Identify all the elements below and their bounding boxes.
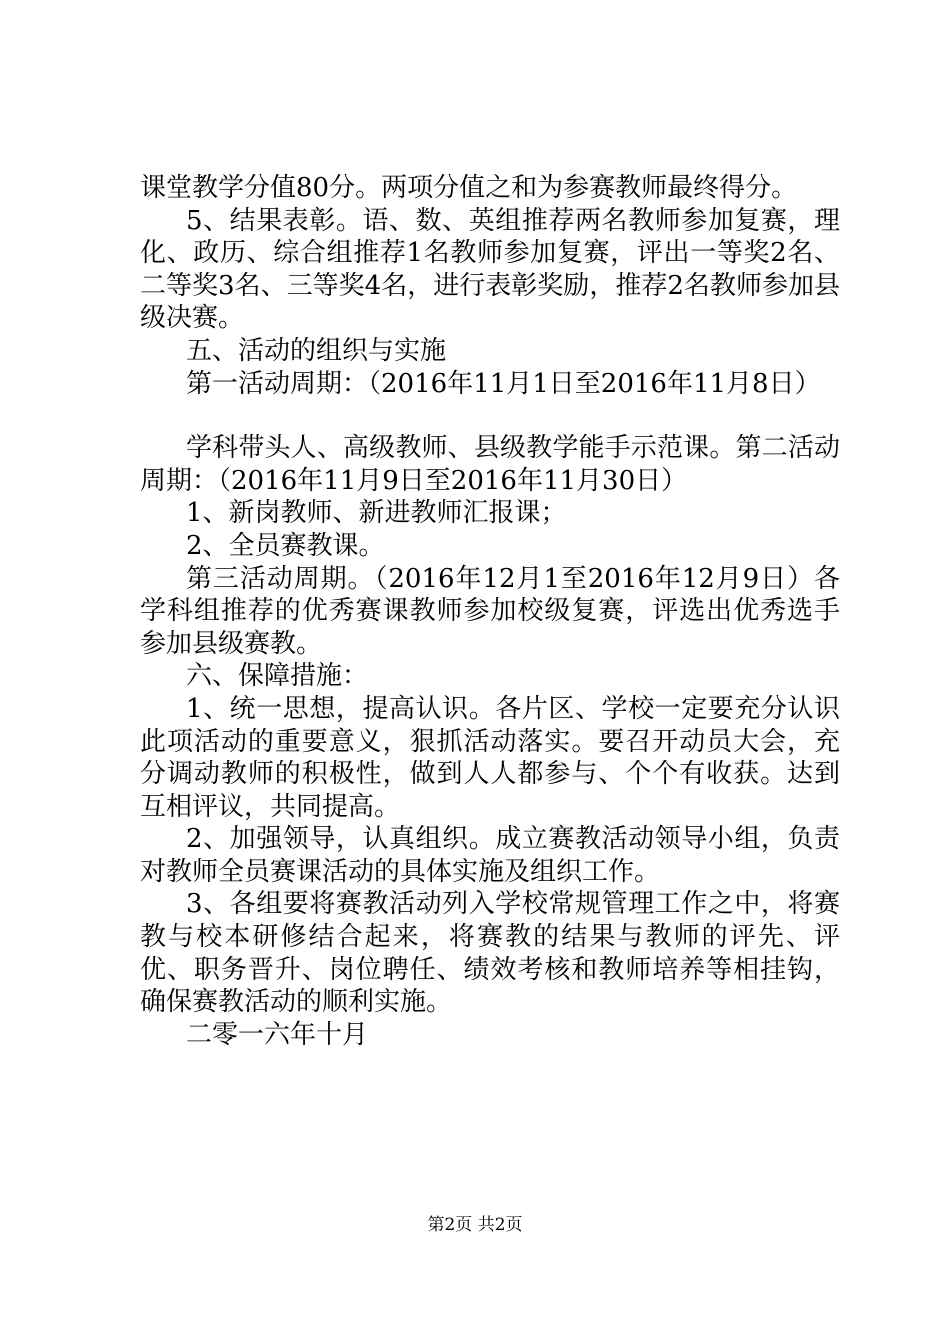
paragraph-measure-1: 1、统一思想，提高认识。各片区、学校一定要充分认识此项活动的重要意义，狠抓活动落实。要召开动员大会，充分调动教师的积极性，做到人人都参与、个个有收获。达到互相评议，共同提高。 [140, 693, 840, 822]
document-body [140, 172, 840, 1051]
paragraph-measure-3: 3、各组要将赛教活动列入学校常规管理工作之中，将赛教与校本研修结合起来，将赛教的结果与教师的评先、评优、职务晋升、岗位聘任、绩效考核和教师培养等相挂钩，确保赛教活动的顺利实施。 [140, 889, 840, 1018]
document-date: 二零一六年十月 [186, 1019, 369, 1050]
paragraph-second-cycle: 学科带头人、高级教师、县级教学能手示范课。第二活动周期：（2016年11月9日至2016年11月30日） [140, 433, 840, 496]
paragraph-first-cycle: 第一活动周期：（2016年11月1日至2016年11月8日） [186, 368, 821, 399]
page-number-footer: 第2页 共2页 [427, 1215, 523, 1235]
paragraph-awards: 5、结果表彰。语、数、英组推荐两名教师参加复赛，理化、政历、综合组推荐1名教师参加复赛，评出一等奖2名、二等奖3名、三等奖4名，进行表彰奖励，推荐2名教师参加县级决赛。 [140, 205, 840, 334]
section-heading-organization: 五、活动的组织与实施 [186, 335, 447, 366]
list-item-all-teachers: 2、全员赛教课。 [186, 530, 385, 561]
list-item-new-teachers: 1、新岗教师、新进教师汇报课； [186, 498, 567, 529]
section-heading-measures: 六、保障措施： [186, 661, 369, 692]
paragraph-measure-2: 2、加强领导，认真组织。成立赛教活动领导小组，负责对教师全员赛课活动的具体实施及组织工作。 [140, 824, 840, 887]
paragraph-third-cycle: 第三活动周期。（2016年12月1至2016年12月9日）各学科组推荐的优秀赛课教师参加校级复赛，评选出优秀选手参加县级赛教。 [140, 563, 840, 659]
paragraph-score-summary: 课堂教学分值80分。两项分值之和为参赛教师最终得分。 [140, 173, 798, 203]
